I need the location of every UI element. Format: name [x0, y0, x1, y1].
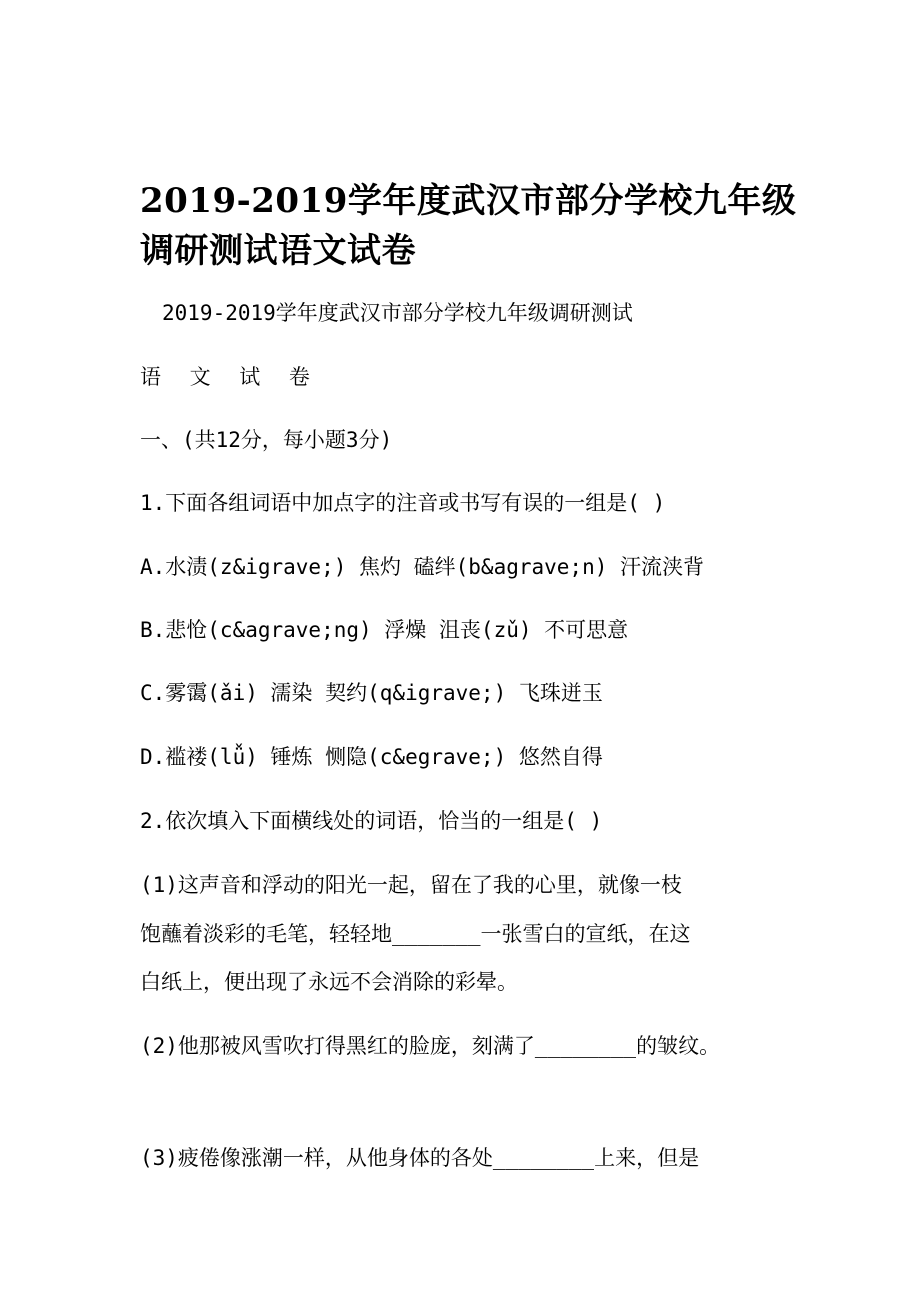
question-2-item-1-line-2: 饱蘸着淡彩的毛笔，轻轻地_______一张雪白的宣纸，在这 [140, 922, 691, 946]
question-2-item-3: (3)疲倦像涨潮一样，从他身体的各处________上来，但是 [140, 1146, 700, 1170]
question-1-option-d: D.褴褛(lǚ) 锤炼 恻隐(c&egrave;) 悠然自得 [140, 745, 603, 769]
document-subtitle: 2019-2019学年度武汉市部分学校九年级调研测试 [162, 301, 633, 325]
question-2-item-1-line-1: (1)这声音和浮动的阳光一起，留在了我的心里，就像一枝 [140, 873, 682, 897]
question-1-option-b: B.悲怆(c&agrave;ng) 浮燥 沮丧(zǔ) 不可思意 [140, 618, 629, 642]
section-1-heading: 一、(共12分，每小题3分) [140, 428, 393, 452]
question-2-item-2: (2)他那被风雪吹打得黑红的脸庞，刻满了________的皱纹。 [140, 1034, 721, 1058]
question-1-stem: 1.下面各组词语中加点字的注音或书写有误的一组是( ) [140, 491, 666, 515]
question-2-item-1-line-3: 白纸上，便出现了永远不会消除的彩晕。 [140, 970, 518, 994]
question-1-option-c: C.雾霭(ǎi) 濡染 契约(q&igrave;) 飞珠迸玉 [140, 681, 603, 705]
question-1-option-a: A.水渍(z&igrave;) 焦灼 磕绊(b&agrave;n) 汗流浃背 [140, 555, 705, 579]
question-2-stem: 2.依次填入下面横线处的词语，恰当的一组是( ) [140, 809, 603, 833]
document-title: 2019-2019学年度武汉市部分学校九年级调研测试语文试卷 [140, 181, 797, 271]
exam-name: 语 文 试 卷 [140, 365, 318, 389]
